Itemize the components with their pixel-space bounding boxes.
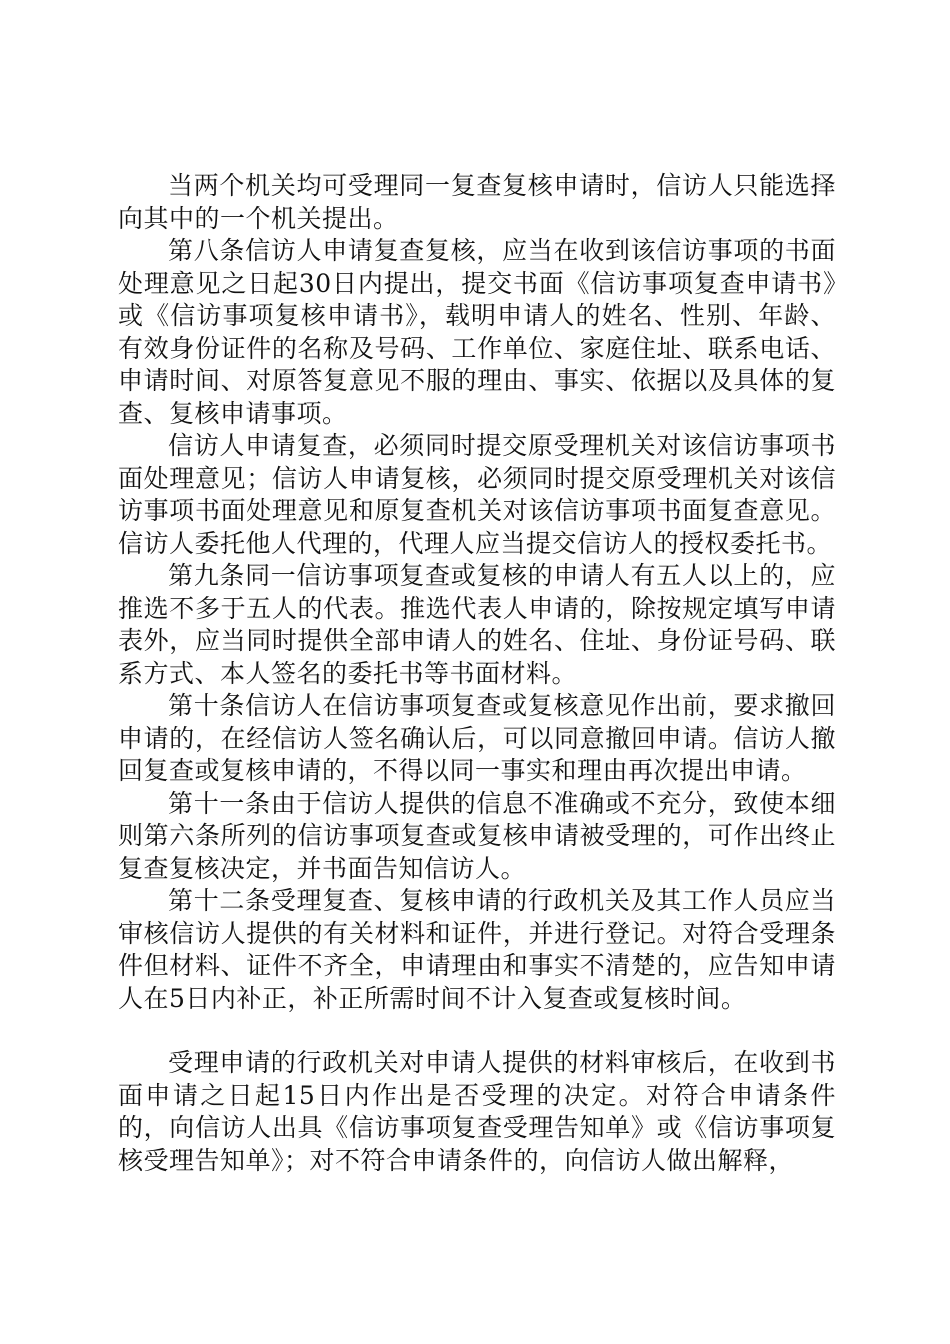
paragraph-spacer: [118, 1015, 836, 1047]
paragraph-article-12: 第十二条受理复查、复核申请的行政机关及其工作人员应当审核信访人提供的有关材料和证件，并进行登记。对符合受理条件但材料、证件不齐全，申请理由和事实不清楚的，应告知申请人在5日内补正，补正所需时间不计入复查或复核时间。: [118, 886, 836, 1013]
paragraph-article-11: 第十一条由于信访人提供的信息不准确或不充分，致使本细则第六条所列的信访事项复查或复核申请被受理的，可作出终止复查复核决定，并书面告知信访人。: [118, 788, 836, 883]
paragraph-article-8: 第八条信访人申请复查复核，应当在收到该信访事项的书面处理意见之日起30日内提出，提交书面《信访事项复查申请书》或《信访事项复核申请书》，载明申请人的姓名、性别、年龄、有效身份证件的名称及号码、工作单位、家庭住址、联系电话、申请时间、对原答复意见不服的理由、事实、依据以及具体的复查、复核申请事项。: [118, 236, 836, 428]
paragraph-acceptance: 受理申请的行政机关对申请人提供的材料审核后，在收到书面申请之日起15日内作出是否受理的决定。对符合申请条件的，向信访人出具《信访事项复查受理告知单》或《信访事项复核受理告知单》；对不符合申请条件的，向信访人做出解释，: [118, 1048, 836, 1175]
paragraph-3: 信访人申请复查，必须同时提交原受理机关对该信访事项书面处理意见；信访人申请复核，必须同时提交原受理机关对该信访事项书面处理意见和原复查机关对该信访事项书面复查意见。信访人委托他人代理的，代理人应当提交信访人的授权委托书。: [118, 431, 836, 558]
paragraph-article-9: 第九条同一信访事项复查或复核的申请人有五人以上的，应推选不多于五人的代表。推选代表人申请的，除按规定填写申请表外，应当同时提供全部申请人的姓名、住址、身份证号码、联系方式、本人签名的委托书等书面材料。: [118, 561, 836, 688]
paragraph-article-10: 第十条信访人在信访事项复查或复核意见作出前，要求撤回申请的，在经信访人签名确认后，可以同意撤回申请。信访人撤回复查或复核申请的，不得以同一事实和理由再次提出申请。: [118, 691, 836, 785]
document-body: [118, 170, 836, 1177]
paragraph-1: 当两个机关均可受理同一复查复核申请时，信访人只能选择向其中的一个机关提出。: [118, 171, 836, 233]
